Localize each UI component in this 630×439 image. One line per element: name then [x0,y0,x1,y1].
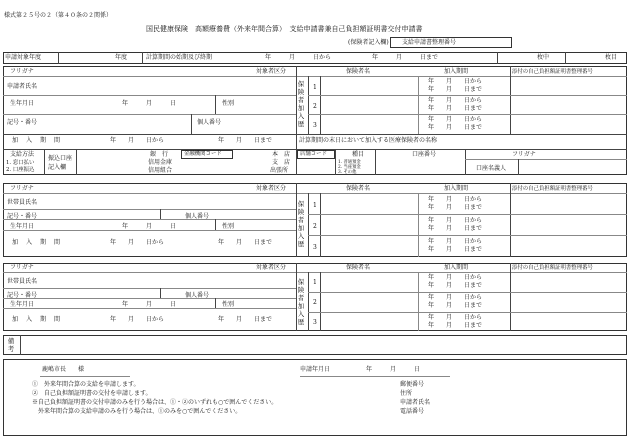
form-title: 国民健康保険 高額療養費（外来年間合算） 支給申請書兼自己負担額証明書交付申請書 [146,25,423,33]
year-unit: 年度 [115,54,128,61]
payment-method-label: 支給方法 [10,151,35,158]
join-period-label: 加入期間 [444,68,469,75]
account-number-label: 口座番号 [412,151,437,158]
application-date: 申請年月日 年 月 日 [300,366,421,373]
gender-label: 性別 [222,100,235,107]
row-num-2: 2 [313,103,317,110]
applicant-name-label: 申請者氏名 [7,83,38,90]
period-to: 年 月 日まで [372,54,439,61]
r2-to: 年 月 日まで [428,105,483,112]
join-period-row-label: 加 入 期 間 [12,137,62,144]
m2-furigana: フリガナ [10,264,34,271]
period-label: 計算期間の始期及び終期 [146,54,213,61]
transfer-entry-label: 記入欄 [48,164,67,171]
m2-r1-to: 年 月 日まで [428,282,483,289]
option-1[interactable]: ① 外来年間合算の支給を申請します。 [32,381,140,388]
row-num-3: 3 [313,122,317,129]
mayor-address: 鹿嶋市長 様 [42,366,85,373]
m2-insurer-history: 保険者加入歴 [297,278,305,326]
m1-r3-to: 年 月 日まで [428,246,483,253]
r3-from: 年 月 日から [428,116,483,123]
symbol-number-label: 記号・番号 [7,119,38,126]
period-end-insurer-note: 計算期間の末日において加入する医療保険者の名称 [299,137,438,144]
branch-sub[interactable]: 支 店 [272,159,291,166]
type-ordinary[interactable]: 1. 普通預金 [338,159,361,165]
remarks-box[interactable] [3,335,627,355]
type-other[interactable]: 3. その他 [338,169,357,175]
m1-num-2: 2 [313,223,317,230]
r1-to: 年 月 日まで [428,86,483,93]
r3-to: 年 月 日まで [428,124,483,131]
bank-type-shinkin[interactable]: 信用金庫 [148,159,173,166]
m1-cert-no: 添付の自己負担額証明書整理番号 [512,186,593,192]
remarks-label: 備考 [7,337,15,353]
cert-number-label: 添付の自己負担額証明書整理番号 [512,69,593,75]
birth-label: 生年月日 [10,100,35,107]
furigana-label: フリガナ [10,68,34,75]
m1-insurer-name: 保険者名 [346,185,371,192]
note-payment-only: 外来年間合算の支給申請のみを行う場合は、①のみを○で囲んでください。 [38,408,242,415]
m2-join-period: 加入期間 [444,264,469,271]
m1-join-period: 加入期間 [444,185,469,192]
m2-num-3: 3 [313,319,317,326]
m1-r2-from: 年 月 日から [428,217,483,224]
m2-symbol-number: 記号・番号 [7,292,38,299]
option-2[interactable]: ② 自己負担額証明書の交付を申請します。 [32,390,152,397]
m1-join-from: 年 月 日から [110,239,165,246]
m2-num-2: 2 [313,299,317,306]
m1-insurer-history: 保険者加入歴 [297,200,305,248]
m2-r3-to: 年 月 日まで [428,322,483,329]
m1-r1-from: 年 月 日から [428,196,483,203]
m1-num-1: 1 [313,202,317,209]
m1-furigana: フリガナ [10,185,34,192]
m1-r1-to: 年 月 日まで [428,204,483,211]
m2-r2-from: 年 月 日から [428,294,483,301]
m1-r2-to: 年 月 日まで [428,225,483,232]
institution-code-label: 金融機関コード [184,151,222,157]
zip-label: 郵便番号 [400,381,425,388]
m2-birth: 生年月日 [10,301,35,308]
address-label: 住所 [400,390,413,397]
account-type-label: 種目 [352,151,365,158]
m2-gender: 性別 [222,301,235,308]
join-to: 年 月 日まで [218,137,273,144]
m2-num-1: 1 [313,279,317,286]
sheet-index: 枚目 [605,54,618,61]
sheet-count: 枚中 [537,54,550,61]
m1-member-name: 世帯員氏名 [7,199,38,206]
transfer-account-label: 振込口座 [48,155,73,162]
method-window[interactable]: 1. 窓口払い [6,160,35,166]
personal-number-label: 個人番号 [197,119,222,126]
m2-category: 対象者区分 [256,264,287,271]
m2-r1-from: 年 月 日から [428,274,483,281]
m2-r3-from: 年 月 日から [428,314,483,321]
branch-main[interactable]: 本 店 [272,151,291,158]
applicant-name-footer: 申請者氏名 [400,399,431,406]
r2-from: 年 月 日から [428,97,483,104]
m2-cert-no: 添付の自己負担額証明書整理番号 [512,265,593,271]
m2-birth-date: 年 月 日 [122,301,177,308]
m2-r2-to: 年 月 日まで [428,302,483,309]
m2-member-name: 世帯員氏名 [7,278,38,285]
m1-category: 対象者区分 [256,185,287,192]
insurer-note: (保険者記入欄) [348,39,389,46]
bank-type-kumiai[interactable]: 信用組合 [148,167,173,174]
birth-date: 年 月 日 [122,100,177,107]
m2-join-to: 年 月 日まで [218,316,273,323]
r1-from: 年 月 日から [428,78,483,85]
method-transfer[interactable]: 2. 口座振込 [6,167,35,173]
m1-join-to: 年 月 日まで [218,239,273,246]
m1-personal-number: 個人番号 [185,213,210,220]
m1-join-label: 加 入 期 間 [12,239,62,246]
control-number-label: 支給申請書整理番号 [402,39,457,46]
insurer-name-label: 保険者名 [346,68,371,75]
period-from: 年 月 日から [265,54,332,61]
m1-birth-date: 年 月 日 [122,223,177,230]
m2-insurer-name: 保険者名 [346,264,371,271]
holder-furigana-label: フリガナ [512,151,536,158]
m2-personal-number: 個人番号 [185,292,210,299]
type-current[interactable]: 2. 当座預金 [338,164,361,170]
account-holder-label: 口座名義人 [476,165,507,172]
note-cert-only: ※自己負担額証明書の交付申請のみを行う場合は、①・②のいずれも○で囲んでください。 [32,399,278,406]
m1-gender: 性別 [222,223,235,230]
m1-r3-from: 年 月 日から [428,238,483,245]
bank-type-bank[interactable]: 銀 行 [150,151,169,158]
category-label: 対象者区分 [256,68,287,75]
target-year-label: 申請対象年度 [5,54,42,61]
branch-office[interactable]: 出張所 [270,167,289,174]
branch-code-label: 店舗コード [300,151,327,157]
phone-label: 電話番号 [400,408,425,415]
insurer-history-label: 保険者加入歴 [297,80,305,128]
m1-birth: 生年月日 [10,223,35,230]
m1-symbol-number: 記号・番号 [7,213,38,220]
row-num-1: 1 [313,84,317,91]
form-number: 様式第２５号の２（第４０条の２関係） [4,12,113,19]
m2-join-from: 年 月 日から [110,316,165,323]
m2-join-label: 加 入 期 間 [12,316,62,323]
join-from: 年 月 日から [110,137,165,144]
m1-num-3: 3 [313,244,317,251]
